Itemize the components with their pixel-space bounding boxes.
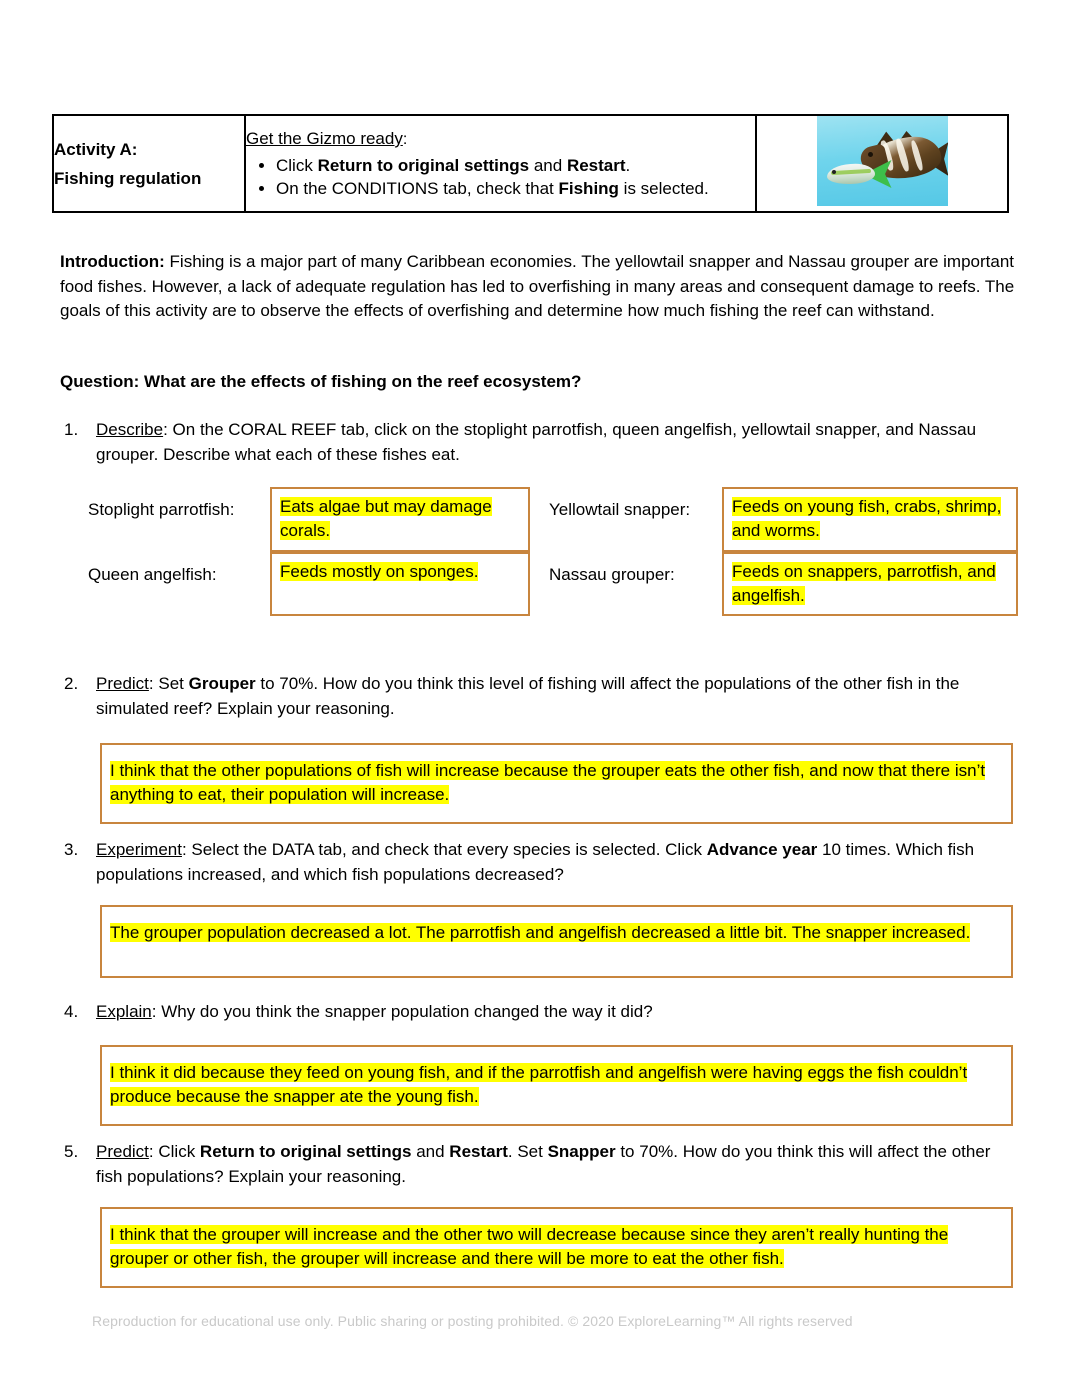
fish-diet-grid (88, 487, 1008, 616)
gizmo-step-item (276, 178, 755, 200)
snapper-eye-icon (832, 170, 836, 174)
item-4-prompt (152, 1002, 653, 1021)
answer-box-4[interactable] (100, 1045, 1013, 1126)
gizmo-ready-label: Get the Gizmo ready (246, 129, 403, 149)
diet-answer-grouper[interactable] (722, 552, 1018, 617)
item-5-row (60, 1140, 1015, 1189)
activity-header-table (52, 114, 1009, 213)
gizmo-step-1-text (276, 156, 630, 175)
diet-answer-parrotfish-text: Eats algae but may damage corals. (280, 497, 492, 541)
text-run: and (411, 1142, 450, 1161)
text-run: : Click (148, 1142, 200, 1161)
item-2-row (60, 672, 1015, 721)
item-5-number: 5. (64, 1142, 79, 1161)
item-4 (60, 1000, 1015, 1025)
activity-label: Activity A: (54, 139, 138, 159)
grouper-snapper-photo (817, 116, 948, 206)
gizmo-steps-list (246, 155, 755, 200)
text-run: 10 times. Which fish populations increased, and which fish populations decreased? (96, 840, 975, 884)
item-2 (60, 672, 1015, 721)
item-4-number: 4. (64, 1002, 79, 1021)
item-1-row (60, 418, 1015, 467)
activity-header-row (53, 115, 1008, 212)
bold-run: Return to original settings (317, 156, 530, 176)
bold-run: Grouper (188, 674, 256, 693)
diet-label-parrotfish: Stoplight parrotfish: (88, 500, 235, 519)
item-2-text (96, 672, 1015, 721)
text-run: to 70%. How do you think this level of fishing will affect the populations of the other fish in the simulated reef? Explain your reasoning. (96, 674, 960, 718)
item-1 (60, 418, 1015, 467)
page-footer: Reproduction for educational use only. Public sharing or posting prohibited. © 2020 ExploreLearning™ All rights reserved (92, 1313, 853, 1329)
answer-2-text: I think that the other populations of fish will increase because the grouper eats the other fish, and now that there isn’t anything to eat, their population will increase. (110, 761, 986, 805)
answer-box-5[interactable] (100, 1207, 1013, 1288)
diet-row (88, 552, 1008, 617)
diet-label-snapper: Yellowtail snapper: (549, 500, 691, 519)
item-2-number: 2. (64, 674, 79, 693)
gizmo-step-item (276, 155, 755, 177)
item-3-text (96, 838, 1015, 887)
section-question: Question: What are the effects of fishing on the reef ecosystem? (60, 372, 582, 391)
item-2-prompt (96, 674, 959, 718)
activity-subtitle: Fishing regulation (54, 168, 202, 188)
introduction-label: Introduction: (60, 252, 165, 271)
item-4-row (60, 1000, 1015, 1025)
bold-run: Fishing (558, 178, 619, 198)
item-4-verb: Explain (96, 1002, 152, 1021)
item-1-number: 1. (64, 420, 79, 439)
diet-answer-angelfish-text: Feeds mostly on sponges. (280, 561, 479, 581)
gizmo-ready-colon: : (402, 131, 408, 149)
diet-answer-parrotfish[interactable] (270, 487, 530, 552)
item-5 (60, 1140, 1015, 1189)
text-run: is selected. (618, 178, 709, 198)
text-run: . (625, 156, 631, 176)
item-3-prompt (96, 840, 974, 884)
item-1-verb: Describe (96, 420, 164, 439)
diet-row (88, 487, 1008, 552)
grouper-eye-icon (868, 152, 873, 157)
gizmo-step-2-text (276, 179, 709, 198)
bold-run: Snapper (547, 1142, 616, 1161)
diet-answer-grouper-text: Feeds on snappers, parrotfish, and angelfish. (732, 561, 996, 605)
item-1-text (96, 418, 1015, 467)
activity-image-cell (756, 115, 1008, 212)
introduction-body: Fishing is a major part of many Caribbean economies. The yellowtail snapper and Nassau grouper are important food fishes. However, a lack of adequate regulation has led to overfishing in many areas and consequent damage to reefs. The goals of this activity are to observe the effects of overfishing and determine how much fishing the reef can withstand. (60, 252, 1015, 321)
gizmo-steps-cell (245, 115, 756, 212)
text-run: On the CONDITIONS tab, check that (276, 178, 559, 198)
item-3-number: 3. (64, 840, 79, 859)
answer-box-2[interactable] (100, 743, 1013, 824)
text-run: . Set (507, 1142, 548, 1161)
text-run: and (529, 156, 567, 176)
activity-title-cell (53, 115, 245, 212)
item-2-verb: Predict (96, 674, 149, 693)
diet-answer-snapper-text: Feeds on young fish, crabs, shrimp, and worms. (732, 497, 1002, 541)
item-5-prompt (96, 1142, 990, 1186)
item-4-text (96, 1000, 1015, 1025)
answer-3-text: The grouper population decreased a lot. The parrotfish and angelfish decreased a little bit. The snapper increased. (110, 923, 971, 942)
item-5-verb: Predict (96, 1142, 149, 1161)
answer-box-3[interactable] (100, 905, 1013, 978)
introduction-paragraph (60, 250, 1015, 324)
bold-run: Return to original settings (199, 1142, 412, 1161)
item-3-row (60, 838, 1015, 887)
bold-run: Restart (449, 1142, 508, 1161)
bold-run: Restart (566, 156, 626, 176)
diet-answer-snapper[interactable] (722, 487, 1018, 552)
text-run: Click (276, 156, 318, 176)
answer-4-text: I think it did because they feed on young fish, and if the parrotfish and angelfish were having eggs the fish couldn’t produce because the snapper ate the young fish. (110, 1063, 968, 1107)
item-3-verb: Experiment (96, 840, 182, 859)
diet-label-grouper: Nassau grouper: (549, 564, 675, 584)
item-5-text (96, 1140, 1015, 1189)
text-run: : Why do you think the snapper population changed the way it did? (151, 1002, 653, 1021)
gizmo-ready-heading (246, 127, 755, 153)
diet-answer-angelfish[interactable] (270, 552, 530, 616)
item-1-prompt: : On the CORAL REEF tab, click on the stoplight parrotfish, queen angelfish, yellowtail snapper, and Nassau grouper. Describe what each of these fishes eat. (96, 420, 977, 464)
item-3 (60, 838, 1015, 887)
text-run: to 70%. How do you think this will affect the other fish populations? Explain your reasoning. (96, 1142, 991, 1186)
text-run: : Select the DATA tab, and check that every species is selected. Click (181, 840, 707, 859)
text-run: : Set (148, 674, 189, 693)
answer-5-text: I think that the grouper will increase and the other two will decrease because since they aren’t really hunting the grouper or other fish, the grouper will increase and there will be more to eat the other fish. (110, 1225, 949, 1269)
bold-run: Advance year (706, 840, 818, 859)
diet-label-angelfish: Queen angelfish: (88, 564, 217, 584)
